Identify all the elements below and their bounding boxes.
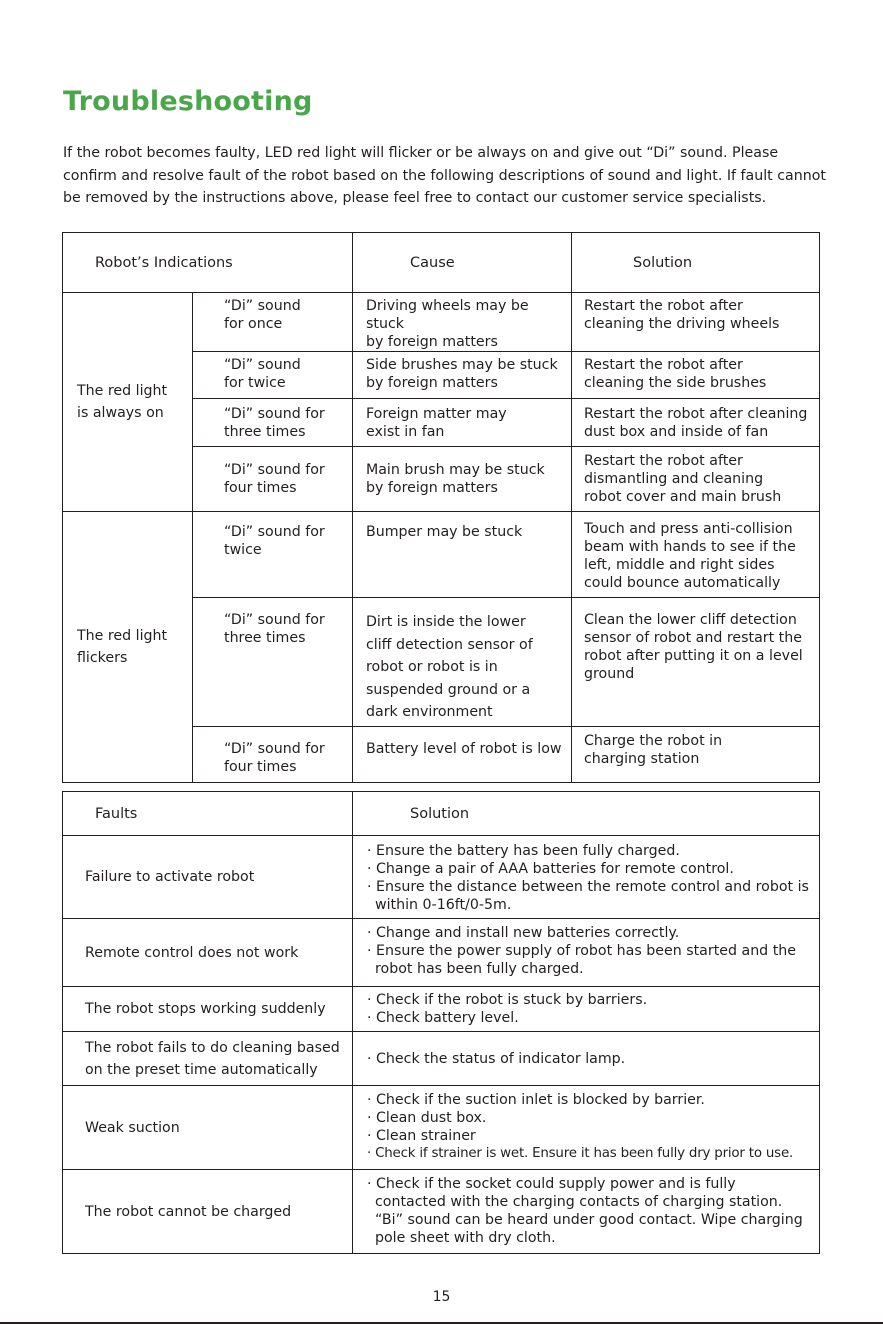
- table-row: [63, 1032, 820, 1086]
- faults-table: [62, 791, 820, 1254]
- cause-cell: Foreign matter may exist in fan: [353, 399, 572, 447]
- list-item: · Ensure the distance between the remote control and robot is within 0-16ft/0-5m.: [367, 879, 809, 913]
- solution-cell: Restart the robot after cleaning dust box and inside of fan: [572, 399, 820, 447]
- sound-cell: “Di” sound for twice: [193, 352, 353, 399]
- solution-list: [367, 1175, 809, 1247]
- solution-list: [367, 842, 809, 914]
- table-row: [63, 1170, 820, 1254]
- fault-cell: The robot stops working suddenly: [63, 987, 353, 1032]
- solution-list: [367, 991, 809, 1027]
- intro-paragraph: If the robot becomes faulty, LED red light will flicker or be always on and give out “Di” sound. Please confirm and resolve fault of the robot based on the following descriptions of sound and light. If fault cannot be removed by the instructions above, please feel free to contact our customer service specialists.: [63, 145, 826, 206]
- table-row: [63, 987, 820, 1032]
- table-row: [63, 293, 820, 352]
- solution-cell: Restart the robot after cleaning the side brushes: [572, 352, 820, 399]
- light-always-on: The red light is always on: [63, 293, 193, 512]
- list-item: · Check if the robot is stuck by barriers.: [367, 992, 648, 1008]
- header-cause: Cause: [353, 233, 572, 293]
- fault-cell: Weak suction: [63, 1086, 353, 1170]
- solution-list: [367, 1050, 809, 1068]
- list-item: · Clean strainer: [367, 1128, 476, 1144]
- header-faults: Faults: [63, 792, 353, 836]
- fault-cell: Failure to activate robot: [63, 836, 353, 919]
- cause-cell: Side brushes may be stuck by foreign matters: [353, 352, 572, 399]
- sound-cell: “Di” sound for four times: [193, 447, 353, 512]
- cause-cell: Main brush may be stuck by foreign matters: [353, 447, 572, 512]
- cause-cell: Driving wheels may be stuck by foreign matters: [353, 293, 572, 352]
- table-row: [63, 836, 820, 919]
- cause-cell: Bumper may be stuck: [353, 512, 572, 598]
- sound-cell: “Di” sound for three times: [193, 399, 353, 447]
- solution-list: [367, 924, 809, 978]
- page-title: Troubleshooting: [63, 86, 313, 117]
- solution-cell: Restart the robot after cleaning the driving wheels: [572, 293, 820, 352]
- sound-cell: “Di” sound for once: [193, 293, 353, 352]
- list-item: · Change a pair of AAA batteries for remote control.: [367, 861, 734, 877]
- list-item: · Check the status of indicator lamp.: [367, 1050, 626, 1067]
- solution-cell: Restart the robot after dismantling and cleaning robot cover and main brush: [572, 447, 820, 512]
- sound-cell: “Di” sound for three times: [193, 598, 353, 727]
- list-item: · Check if the suction inlet is blocked by barrier.: [367, 1092, 705, 1108]
- table-row: [63, 919, 820, 987]
- sound-cell: “Di” sound for twice: [193, 512, 353, 598]
- header-indications: Robot’s Indications: [63, 233, 353, 293]
- light-flickers: The red light flickers: [63, 512, 193, 783]
- page-number: 15: [432, 1289, 451, 1305]
- table-row: [63, 1086, 820, 1170]
- list-item: · Check if strainer is wet. Ensure it has been fully dry prior to use.: [367, 1146, 794, 1161]
- solution-cell: Charge the robot in charging station: [572, 727, 820, 783]
- header-solution: Solution: [572, 233, 820, 293]
- fault-cell: The robot fails to do cleaning based on the preset time automatically: [63, 1032, 353, 1086]
- cause-cell: Battery level of robot is low: [353, 727, 572, 783]
- list-item: · Ensure the battery has been fully charged.: [367, 843, 680, 859]
- sound-cell: “Di” sound for four times: [193, 727, 353, 783]
- list-item: · Change and install new batteries correctly.: [367, 925, 680, 941]
- list-item: · Check battery level.: [367, 1010, 519, 1026]
- list-item: · Clean dust box.: [367, 1110, 487, 1126]
- faults-header-row: [63, 792, 820, 836]
- solution-cell: Clean the lower cliff detection sensor of robot and restart the robot after putting it on a level ground: [572, 598, 820, 727]
- list-item: · Ensure the power supply of robot has been started and the robot has been fully charged.: [367, 943, 796, 977]
- table-row: [63, 512, 820, 598]
- solution-list: [367, 1091, 809, 1163]
- indications-header-row: [63, 233, 820, 293]
- fault-cell: The robot cannot be charged: [63, 1170, 353, 1254]
- fault-cell: Remote control does not work: [63, 919, 353, 987]
- header-fault-solution: Solution: [353, 792, 820, 836]
- cause-cell: Dirt is inside the lower cliff detection sensor of robot or robot is in suspended ground or a dark environment: [353, 598, 572, 727]
- solution-cell: Touch and press anti-collision beam with hands to see if the left, middle and right sides could bounce automatically: [572, 512, 820, 598]
- list-item: · Check if the socket could supply power and is fully contacted with the charging contacts of charging station. “Bi” sound can be heard under good contact. Wipe charging pole sheet with dry cloth.: [367, 1176, 803, 1246]
- indications-table: [62, 232, 820, 783]
